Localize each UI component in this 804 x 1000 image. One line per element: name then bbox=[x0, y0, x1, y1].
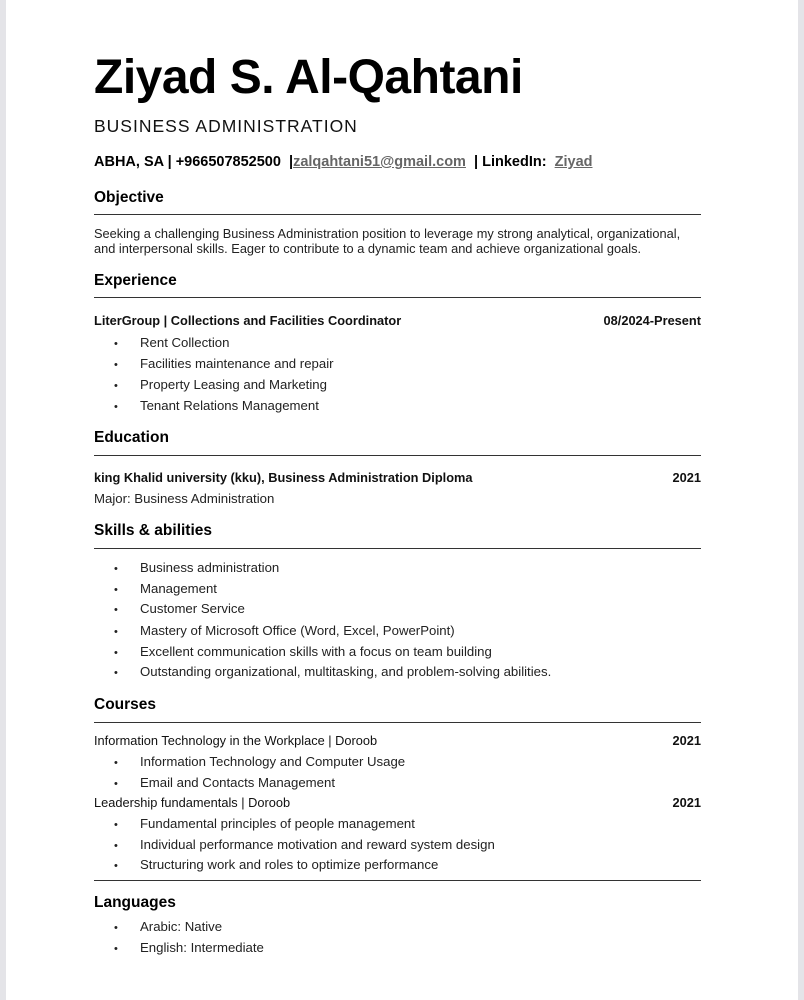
section-title-objective: Objective bbox=[94, 189, 164, 206]
bullet-icon: • bbox=[114, 922, 118, 934]
list-item: • Facilities maintenance and repair bbox=[114, 356, 334, 371]
section-divider bbox=[94, 722, 701, 723]
separator: | bbox=[167, 154, 172, 170]
bullet-icon: • bbox=[114, 757, 118, 769]
phone: +966507852500 bbox=[175, 154, 281, 170]
bullet-icon: • bbox=[114, 667, 118, 679]
bullet-icon: • bbox=[114, 943, 118, 955]
list-item: • Tenant Relations Management bbox=[114, 398, 319, 413]
section-title-skills: Skills & abilities bbox=[94, 522, 213, 539]
bullet-icon: • bbox=[114, 359, 118, 371]
course-year: 2021 bbox=[672, 733, 701, 748]
list-item: • Excellent communication skills with a focus on team building bbox=[114, 644, 492, 659]
objective-text: Seeking a challenging Business Administration position to leverage my strong analytical, organizational, and interpersonal skills. Eager to contribute to a dynamic team and achieve organizational goals. bbox=[94, 226, 681, 256]
job-title: LiterGroup | Collections and Facilities Coordinator bbox=[94, 313, 402, 328]
section-divider bbox=[94, 455, 701, 456]
list-item: • English: Intermediate bbox=[114, 940, 264, 955]
course-title: Leadership fundamentals | Doroob bbox=[94, 795, 291, 810]
email-link[interactable]: zalqahtani51@gmail.com bbox=[293, 154, 466, 170]
job-heading-row bbox=[94, 313, 701, 328]
education-major: Major: Business Administration bbox=[94, 491, 275, 506]
section-title-courses: Courses bbox=[94, 696, 157, 713]
linkedin-label: LinkedIn: bbox=[482, 154, 547, 170]
bullet-icon: • bbox=[114, 584, 118, 596]
list-item: • Information Technology and Computer Usage bbox=[114, 754, 406, 769]
list-item: • Property Leasing and Marketing bbox=[114, 377, 327, 392]
section-divider bbox=[94, 880, 701, 881]
bullet-icon: • bbox=[114, 778, 118, 790]
list-item: • Fundamental principles of people management bbox=[114, 816, 415, 831]
list-item: • Email and Contacts Management bbox=[114, 775, 335, 790]
candidate-title: BUSINESS ADMINISTRATION bbox=[94, 116, 358, 136]
course-year: 2021 bbox=[672, 795, 701, 810]
section-divider bbox=[94, 214, 701, 215]
list-item: • Mastery of Microsoft Office (Word, Excel, PowerPoint) bbox=[114, 623, 455, 638]
course-title: Information Technology in the Workplace | Doroob bbox=[94, 733, 378, 748]
list-item: • Arabic: Native bbox=[114, 919, 223, 934]
job-dates: 08/2024-Present bbox=[603, 313, 701, 328]
section-divider bbox=[94, 548, 701, 549]
bullet-icon: • bbox=[114, 840, 118, 852]
list-item: • Customer Service bbox=[114, 601, 245, 616]
candidate-name: Ziyad S. Al-Qahtani bbox=[94, 51, 523, 104]
bullet-icon: • bbox=[114, 626, 118, 638]
bullet-icon: • bbox=[114, 338, 118, 350]
list-item: • Structuring work and roles to optimize performance bbox=[114, 857, 439, 872]
list-item: • Management bbox=[114, 581, 217, 596]
education-school: king Khalid university (kku), Business Administration Diploma bbox=[94, 470, 473, 485]
section-title-languages: Languages bbox=[94, 894, 176, 911]
section-title-experience: Experience bbox=[94, 272, 177, 289]
list-item: • Rent Collection bbox=[114, 335, 230, 350]
bullet-icon: • bbox=[114, 860, 118, 872]
location: ABHA, SA bbox=[94, 154, 164, 170]
course-heading-row bbox=[94, 733, 701, 748]
list-item: • Individual performance motivation and reward system design bbox=[114, 837, 495, 852]
resume-page bbox=[6, 0, 798, 1000]
separator: | bbox=[474, 154, 479, 170]
separator: | bbox=[289, 154, 294, 170]
bullet-icon: • bbox=[114, 604, 118, 616]
bullet-icon: • bbox=[114, 647, 118, 659]
bullet-icon: • bbox=[114, 380, 118, 392]
section-title-education: Education bbox=[94, 429, 169, 446]
section-divider bbox=[94, 297, 701, 298]
course-heading-row bbox=[94, 795, 701, 810]
bullet-icon: • bbox=[114, 819, 118, 831]
education-year: 2021 bbox=[672, 470, 701, 485]
education-heading-row bbox=[94, 470, 701, 485]
bullet-icon: • bbox=[114, 563, 118, 575]
contact-line bbox=[94, 154, 593, 170]
list-item: • Outstanding organizational, multitasking, and problem-solving abilities. bbox=[114, 664, 552, 679]
list-item: • Business administration bbox=[114, 560, 280, 575]
bullet-icon: • bbox=[114, 401, 118, 413]
linkedin-link[interactable]: Ziyad bbox=[554, 154, 593, 170]
